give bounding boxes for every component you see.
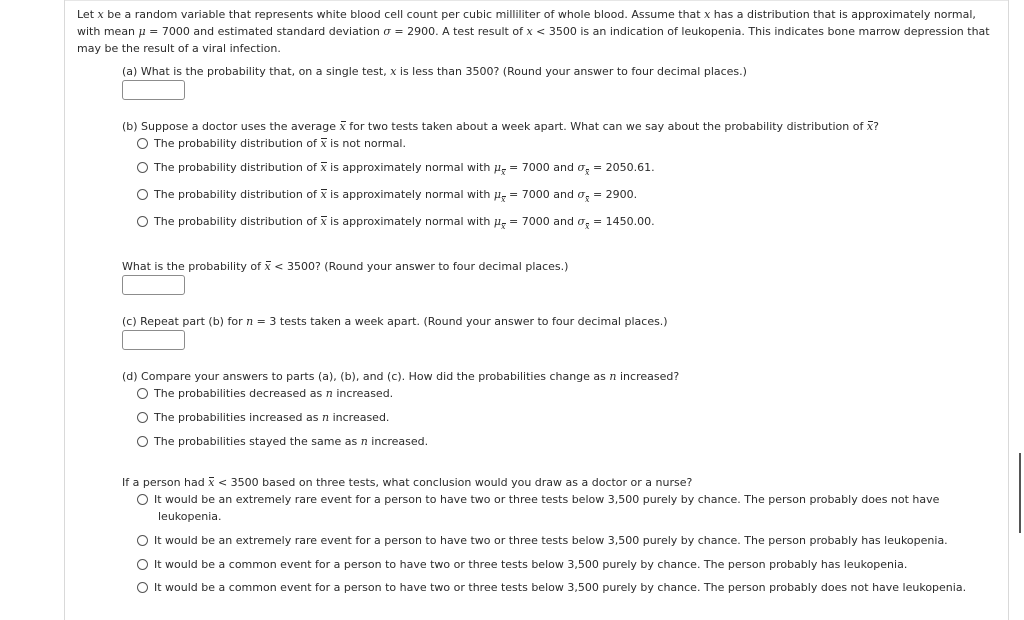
frame-top-border [64, 0, 1009, 1]
problem-intro: Let x be a random variable that represents white blood cell count per cubic milliliter of whole blood. Assume that x has a distribution that is approximately normal, with mean μ = 7000 and estimated standard deviation σ = 2900. A test result of x < 3500 is an indication of leukopenia. This indicates bone marrow depression that may be the result of a viral infection. [77, 8, 990, 55]
conclusion-option-4[interactable]: It would be a common event for a person to have two or three tests below 3,500 purely by chance. The person probably does not have leukopenia. [137, 579, 966, 596]
part-d-option-3[interactable]: The probabilities stayed the same as n increased. [137, 433, 428, 450]
part-d-option-1[interactable]: The probabilities decreased as n increased. [137, 385, 393, 402]
part-c-question: (c) Repeat part (b) for n = 3 tests taken a week apart. (Round your answer to four decimal places.) [122, 315, 668, 328]
part-b-option-4[interactable]: The probability distribution of x is approximately normal with $\mu_x = 7000$ and $\sigma_x = 1450.00$. [137, 213, 655, 235]
radio-icon[interactable] [137, 189, 148, 200]
radio-icon[interactable] [137, 216, 148, 227]
part-b-answer-input[interactable] [122, 275, 185, 295]
part-a-question: (a) What is the probability that, on a single test, x is less than 3500? (Round your answer to four decimal places.) [122, 65, 747, 78]
conclusion-question: If a person had x < 3500 based on three tests, what conclusion would you draw as a doctor or a nurse? [122, 476, 693, 489]
part-b-option-3[interactable]: The probability distribution of x is approximately normal with $\mu_x = 7000$ and $\sigma_x = 2900$. [137, 186, 637, 208]
scrollbar-thumb[interactable] [1019, 453, 1021, 533]
part-c-answer-input[interactable] [122, 330, 185, 350]
conclusion-option-2[interactable]: It would be an extremely rare event for a person to have two or three tests below 3,500 purely by chance. The person probably has leukopenia. [137, 532, 948, 549]
part-b-option-2[interactable]: The probability distribution of x is approximately normal with $\mu_x = 7000$ and $\sigma_x = 2050.61$. [137, 159, 655, 181]
radio-icon[interactable] [137, 494, 148, 505]
radio-icon[interactable] [137, 412, 148, 423]
radio-icon[interactable] [137, 388, 148, 399]
frame-left-border [64, 0, 65, 620]
radio-icon[interactable] [137, 535, 148, 546]
radio-icon[interactable] [137, 138, 148, 149]
part-d-option-2[interactable]: The probabilities increased as n increased. [137, 409, 389, 426]
conclusion-option-1[interactable]: It would be an extremely rare event for a person to have two or three tests below 3,500 purely by chance. The person probably does not have leukopenia. [137, 491, 967, 525]
part-a-answer-input[interactable] [122, 80, 185, 100]
radio-icon[interactable] [137, 582, 148, 593]
radio-icon[interactable] [137, 559, 148, 570]
part-b-probability-question: What is the probability of x < 3500? (Round your answer to four decimal places.) [122, 260, 569, 273]
part-b-option-1[interactable]: The probability distribution of x is not normal. [137, 135, 406, 152]
part-d-question: (d) Compare your answers to parts (a), (b), and (c). How did the probabilities change as n increased? [122, 370, 680, 383]
radio-icon[interactable] [137, 162, 148, 173]
conclusion-option-3[interactable]: It would be a common event for a person to have two or three tests below 3,500 purely by chance. The person probably has leukopenia. [137, 556, 907, 573]
frame-right-border [1008, 0, 1009, 620]
radio-icon[interactable] [137, 436, 148, 447]
part-b-question: (b) Suppose a doctor uses the average x for two tests taken about a week apart. What can we say about the probability distribution of x? [122, 120, 879, 133]
